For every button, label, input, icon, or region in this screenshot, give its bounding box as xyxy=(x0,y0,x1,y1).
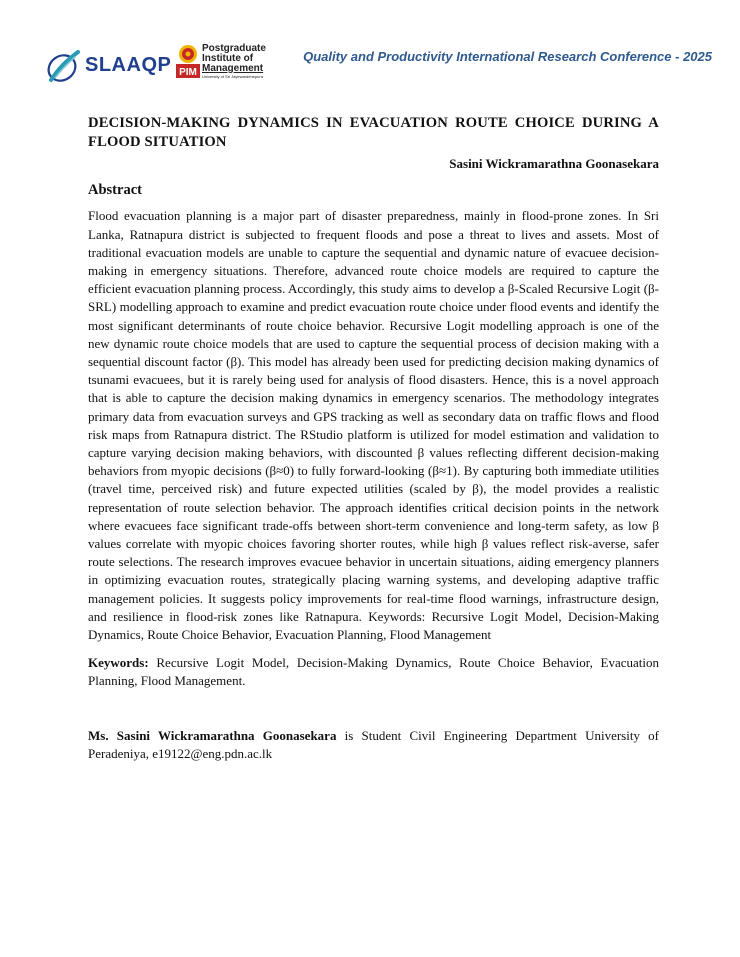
bio-text: is Student Civil Engineering Department University of Peradeniya, e19122@eng.pdn.ac.lk xyxy=(88,727,659,761)
pim-logo-text xyxy=(202,44,266,79)
slaaqp-logo xyxy=(45,48,175,86)
pim-line-2: Institute of xyxy=(202,53,254,64)
abstract-body: Flood evacuation planning is a major part of disaster preparedness, mainly in flood-prone zones. In Sri Lanka, Ratnapura district is subjected to frequent floods and pose a threat to lives and assets. Most of traditional evacuation models are unable to capture the sequential and dynamic nature of evacuee decision-making in emergency situations. Therefore, advanced route choice models are required to capture the efficient evacuation planning process. Accordingly, this study aims to develop a β-Scaled Recursive Logit (β-SRL) modelling approach to examine and predict evacuation route choice under flood events and identify the most significant determinants of route choice behavior. Recursive Logit modelling approach is one of the new dynamic route choice models that are used to capture the sequential process of decision making with a sequential discount factor (β). This model has already been used for predicting decision making dynamics of tsunami evacuees, but it is rarely being used for analysis of flood disasters. Hence, this is a novel approach that is able to capture the decision making dynamics in emergency scenarios. The methodology integrates primary data from evacuation surveys and GPS tracking as well as secondary data on traffic flows and flood risk maps from Ratnapura district. The RStudio platform is utilized for model estimation and validation to capture varying decision making behaviors, with discounted β values reflecting different decision-making behaviors from myopic decisions (β≈0) to fully forward-looking (β≈1). By capturing both immediate utilities (travel time, perceived risk) and future expected utilities (scaled by β), the model provides a realistic representation of route selection behavior. The approach identifies critical decision points in the network where evacuees face significant trade-offs between short-term convenience and long-term safety, as low β values correlate with myopic choices favoring shorter routes, while high β values reflect risk-averse, safer route selections. The research improves evacuee behavior in uncertain situations, aiding emergency planners in optimizing evacuation routes, strategically placing warning systems, and developing adaptive traffic management policies. It suggests policy improvements for real-time flood warnings, infrastructure design, and resilience in flood-risk zones like Ratnapura. Keywords: Recursive Logit Model, Decision-Making Dynamics, Route Choice Behavior, Evacuation Planning, Flood Management xyxy=(88,208,659,643)
paper-title: DECISION-MAKING DYNAMICS IN EVACUATION ROUTE CHOICE DURING A FLOOD SITUATION xyxy=(88,115,659,150)
keywords-text: Recursive Logit Model, Decision-Making Dynamics, Route Choice Behavior, Evacuation Planning, Flood Management. xyxy=(88,655,659,689)
slaaqp-emblem-icon xyxy=(45,48,83,86)
bio-name: Ms. Sasini Wickramarathna Goonasekara xyxy=(88,727,337,743)
paper-author: Sasini Wickramarathna Goonasekara xyxy=(449,156,659,171)
slaaqp-logo-text: SLAAQP xyxy=(85,54,172,76)
pim-line-3: Management xyxy=(202,63,264,74)
paper-content xyxy=(88,114,659,763)
conference-title: Quality and Productivity International Research Conference - 2025 xyxy=(303,49,712,64)
abstract-heading: Abstract xyxy=(88,182,142,199)
pim-line-1: Postgraduate xyxy=(202,43,266,54)
pim-emblem-icon xyxy=(176,44,200,78)
pim-logo xyxy=(176,44,276,80)
pim-line-4: University of Sri Jayewardenepura xyxy=(202,74,263,79)
author-bio xyxy=(88,727,659,763)
keywords-label: Keywords: xyxy=(88,655,149,671)
page-header xyxy=(0,0,740,100)
pim-badge-text: PIM xyxy=(179,67,197,78)
keywords-paragraph xyxy=(88,654,659,690)
